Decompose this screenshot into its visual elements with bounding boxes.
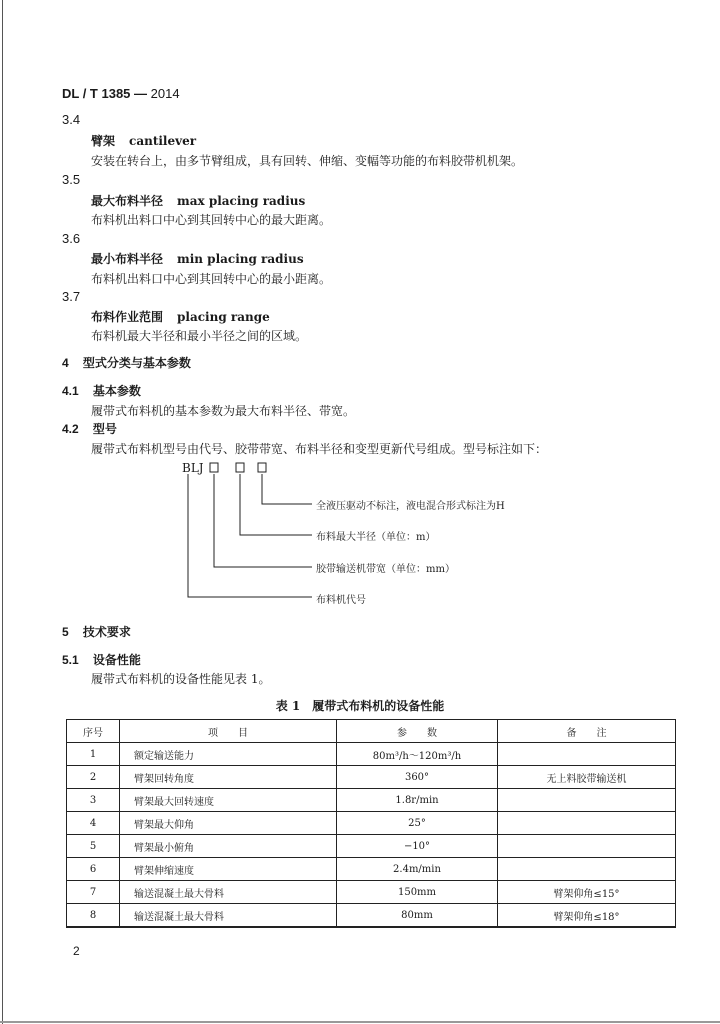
column-header: 项 目 [120,720,337,743]
section-number: 3.5 [62,172,81,187]
paragraph: 履带式布料机的基本参数为最大布料半径、带宽。 [91,404,356,418]
section-title: 基本参数 [92,384,141,398]
cell-item: 臂架伸缩速度 [120,858,337,881]
model-code-box [258,463,266,472]
cell-parameter: 1.8r/min [337,789,498,812]
column-header: 序号 [67,720,120,743]
section-title: 技术要求 [82,625,131,639]
cell-index: 8 [67,904,120,928]
cell-remark: 臂架仰角≤15° [498,881,676,904]
section-number: 4 [62,356,69,370]
cell-remark [498,858,676,881]
doc-year: 2014 [150,86,180,101]
cell-remark [498,835,676,858]
cell-parameter: 2.4m/min [337,858,498,881]
cell-remark [498,812,676,835]
table-row [67,743,676,766]
term-en: cantilever [129,134,197,148]
section-title: 型号 [92,422,117,436]
table-row [67,881,676,904]
cell-parameter: 80mm [337,904,498,928]
column-header: 备 注 [498,720,676,743]
leader-line [262,474,312,504]
cell-item: 臂架回转角度 [120,766,337,789]
model-code-box [236,463,244,472]
term-en: min placing radius [177,252,304,266]
cell-parameter: 25° [337,812,498,835]
term-definition: 布料机出料口中心到其回转中心的最大距离。 [91,213,332,227]
doc-dash: — [134,86,148,101]
cell-item: 输送混凝土最大骨料 [120,904,337,928]
section-number: 5 [62,625,69,639]
term-zh: 最小布料半径 [91,252,164,266]
cell-item: 臂架最小俯角 [120,835,337,858]
leader-line [214,474,312,567]
cell-item: 臂架最大回转速度 [120,789,337,812]
cell-remark: 无上料胶带输送机 [498,766,676,789]
cell-item: 额定输送能力 [120,743,337,766]
term-en: max placing radius [177,194,306,208]
cell-index: 5 [67,835,120,858]
subsection-heading [62,651,141,668]
section-title: 设备性能 [92,653,141,667]
section-number: 4.1 [62,384,79,398]
page-number: 2 [73,944,80,958]
table-row [67,766,676,789]
cell-parameter: 80m³/h～120m³/h [337,743,498,766]
section-number: 4.2 [62,422,79,436]
cell-item: 臂架最大仰角 [120,812,337,835]
table-row [67,812,676,835]
paragraph: 履带式布料机的设备性能见表 1。 [91,672,271,686]
cell-remark [498,743,676,766]
cell-parameter: 360° [337,766,498,789]
equipment-performance-table [66,719,676,928]
model-label-radius: 布料最大半径（单位：m） [316,532,436,543]
model-code-box [210,463,218,472]
table-row [67,904,676,928]
section-title: 型式分类与基本参数 [82,356,191,370]
cell-index: 1 [67,743,120,766]
term-definition: 安装在转台上，由多节臂组成，具有回转、伸缩、变幅等功能的布料胶带机机架。 [91,154,524,168]
cell-remark [498,789,676,812]
term-definition: 布料机出料口中心到其回转中心的最小距离。 [91,272,332,286]
section-number: 5.1 [62,653,79,667]
term-zh: 布料作业范围 [91,310,164,324]
model-label-variant: 全液压驱动不标注，液电混合形式标注为H [316,501,505,512]
section-number: 3.6 [62,231,81,246]
model-prefix: BLJ [182,461,204,475]
cell-index: 6 [67,858,120,881]
term-en: placing range [177,310,270,324]
term-zh: 最大布料半径 [91,194,164,208]
model-label-beltwidth: 胶带输送机带宽（单位：mm） [316,564,455,575]
term-zh: 臂架 [91,134,116,148]
cell-remark: 臂架仰角≤18° [498,904,676,928]
cell-index: 4 [67,812,120,835]
cell-index: 7 [67,881,120,904]
doc-code: DL / T 1385 [62,86,131,101]
cell-index: 3 [67,789,120,812]
term-definition: 布料机最大半径和最小半径之间的区域。 [91,329,308,343]
cell-parameter: −10° [337,835,498,858]
paragraph: 履带式布料机型号由代号、胶带带宽、布料半径和变型更新代号组成。型号标注如下： [91,442,548,456]
table-header-row [67,720,676,743]
table-row [67,858,676,881]
section-number: 3.7 [62,289,81,304]
page-edge-bottom [0,1021,720,1023]
table-caption: 表 1 履带式布料机的设备性能 [275,699,445,713]
column-header: 参 数 [337,720,498,743]
cell-item: 输送混凝土最大骨料 [120,881,337,904]
table-row [67,835,676,858]
cell-parameter: 150mm [337,881,498,904]
section-number: 3.4 [62,112,81,127]
cell-index: 2 [67,766,120,789]
model-label-code: 布料机代号 [316,595,366,606]
section-heading [62,623,131,640]
table-row [67,789,676,812]
